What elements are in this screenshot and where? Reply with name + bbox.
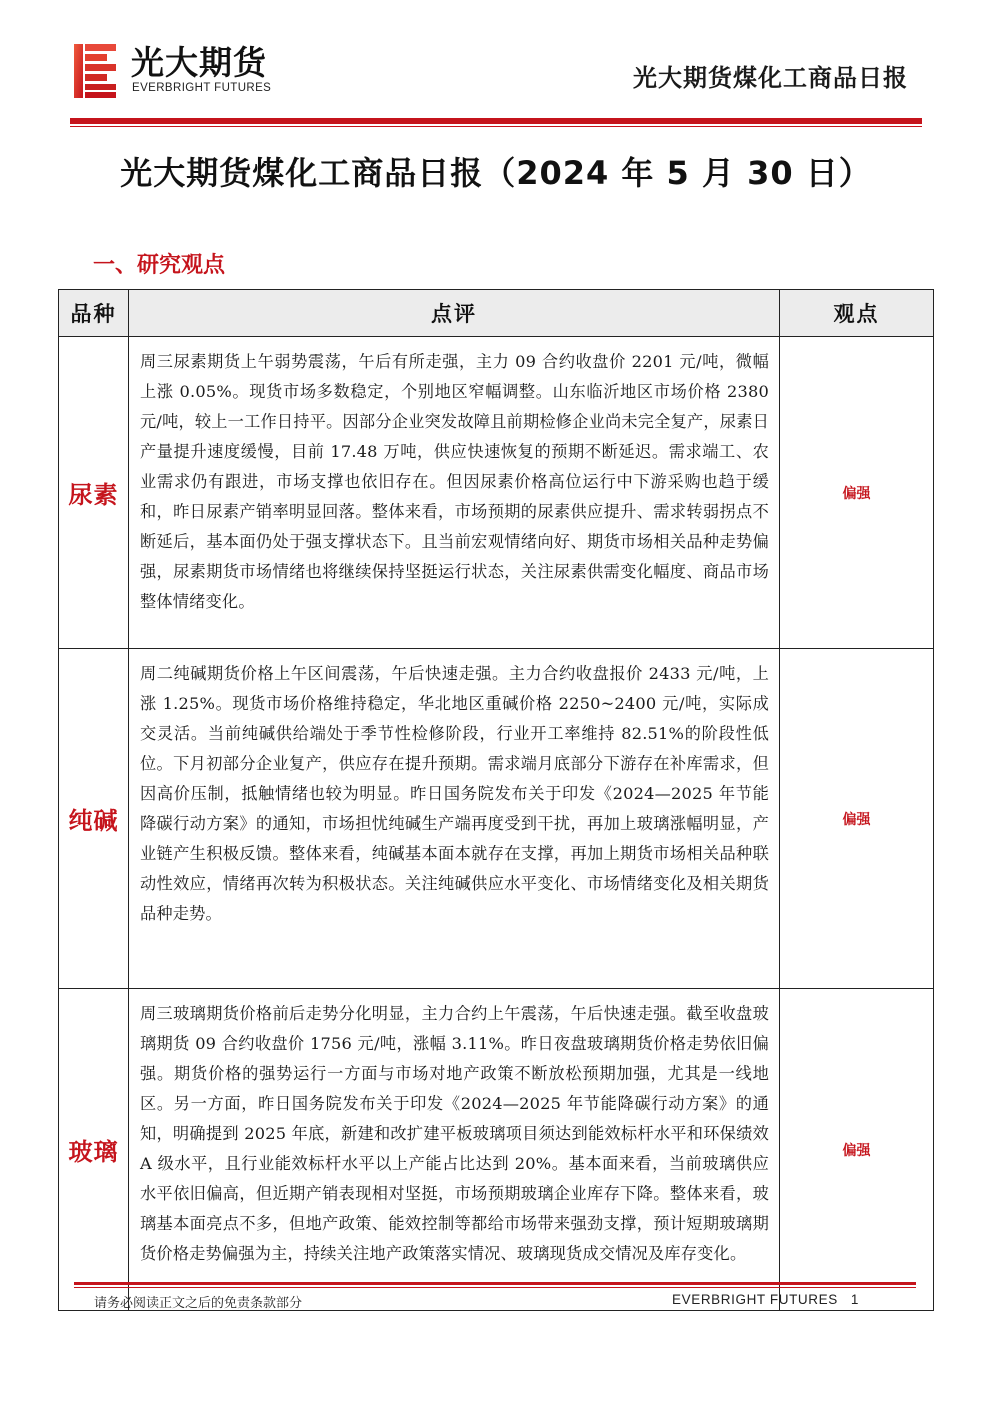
- page-number: 1: [850, 1292, 859, 1307]
- footer-brand-page: [672, 1292, 859, 1307]
- table-header-row: [59, 290, 934, 337]
- table-row-urea: [59, 337, 934, 649]
- header-variety: 品种: [59, 290, 129, 337]
- view-cell: 偏强: [780, 649, 934, 989]
- variety-cell: 玻璃: [59, 989, 129, 1311]
- research-view-table: [58, 289, 934, 1311]
- header-report-name: 光大期货煤化工商品日报: [633, 64, 908, 92]
- view-cell: 偏强: [780, 337, 934, 649]
- footer-disclaimer: 请务必阅读正文之后的免责条款部分: [94, 1296, 303, 1311]
- table-row-glass: [59, 989, 934, 1311]
- footer-divider: [74, 1282, 916, 1285]
- comment-cell: 周三玻璃期货价格前后走势分化明显，主力合约上午震荡，午后快速走强。截至收盘玻璃期货 09 合约收盘价 1756 元/吨，涨幅 3.11%。昨日夜盘玻璃期货价格走势依旧偏强。期货价格的强势运行一方面与市场对地产政策不断放松预期加强，尤其是一线地区。另一方面，昨日国务院发布关于印发《2024—2025 年节能降碳行动方案》的通知，明确提到 2025 年底，新建和改扩建平板玻璃项目须达到能效标杆水平和环保绩效 A 级水平，且行业能效标杆水平以上产能占比达到 20%。基本面来看，当前玻璃供应水平依旧偏高，但近期产销表现相对坚挺，市场预期玻璃企业库存下降。整体来看，玻璃基本面亮点不多，但地产政策、能效控制等都给市场带来强劲支撑，预计短期玻璃期货价格走势偏强为主，持续关注地产政策落实情况、玻璃现货成交情况及库存变化。: [129, 989, 780, 1311]
- footer-divider-thin: [74, 1287, 916, 1288]
- header-divider-thin: [70, 126, 922, 127]
- section-heading: 一、研究观点: [93, 253, 226, 278]
- footer-brand: EVERBRIGHT FUTURES: [672, 1292, 838, 1307]
- header-divider: [70, 118, 922, 124]
- variety-cell: 尿素: [59, 337, 129, 649]
- header-comment: 点评: [129, 290, 780, 337]
- brand-name-cn: 光大期货: [131, 43, 267, 82]
- variety-cell: 纯碱: [59, 649, 129, 989]
- page-title: 光大期货煤化工商品日报（2024 年 5 月 30 日）: [120, 154, 872, 192]
- table-row-soda-ash: [59, 649, 934, 989]
- header-view: 观点: [780, 290, 934, 337]
- view-cell: 偏强: [780, 989, 934, 1311]
- comment-cell: 周二纯碱期货价格上午区间震荡，午后快速走强。主力合约收盘报价 2433 元/吨，上涨 1.25%。现货市场价格维持稳定，华北地区重碱价格 2250~2400 元/吨，实际成交灵活。当前纯碱供给端处于季节性检修阶段，行业开工率维持 82.51%的阶段性低位。下月初部分企业复产，供应存在提升预期。需求端月底部分下游存在补库需求，但因高价压制，抵触情绪也较为明显。昨日国务院发布关于印发《2024—2025 年节能降碳行动方案》的通知，市场担忧纯碱生产端再度受到干扰，再加上玻璃涨幅明显，产业链产生积极反馈。整体来看，纯碱基本面本就存在支撑，再加上期货市场相关品种联动性效应，情绪再次转为积极状态。关注纯碱供应水平变化、市场情绪变化及相关期货品种走势。: [129, 649, 780, 989]
- brand-name-en: EVERBRIGHT FUTURES: [132, 82, 272, 94]
- everbright-logo-icon: [74, 44, 116, 98]
- comment-cell: 周三尿素期货上午弱势震荡，午后有所走强，主力 09 合约收盘价 2201 元/吨，微幅上涨 0.05%。现货市场多数稳定，个别地区窄幅调整。山东临沂地区市场价格 2380 元/吨，较上一工作日持平。因部分企业突发故障且前期检修企业尚未完全复产，尿素日产量提升速度缓慢，目前 17.48 万吨，供应快速恢复的预期不断延迟。需求端工、农业需求仍有跟进，市场支撑也依旧存在。但因尿素价格高位运行中下游采购也趋于缓和，昨日尿素产销率明显回落。整体来看，市场预期的尿素供应提升、需求转弱拐点不断延后，基本面仍处于强支撑状态下。且当前宏观情绪向好、期货市场相关品种走势偏强，尿素期货市场情绪也将继续保持坚挺运行状态，关注尿素供需变化幅度、商品市场整体情绪变化。: [129, 337, 780, 649]
